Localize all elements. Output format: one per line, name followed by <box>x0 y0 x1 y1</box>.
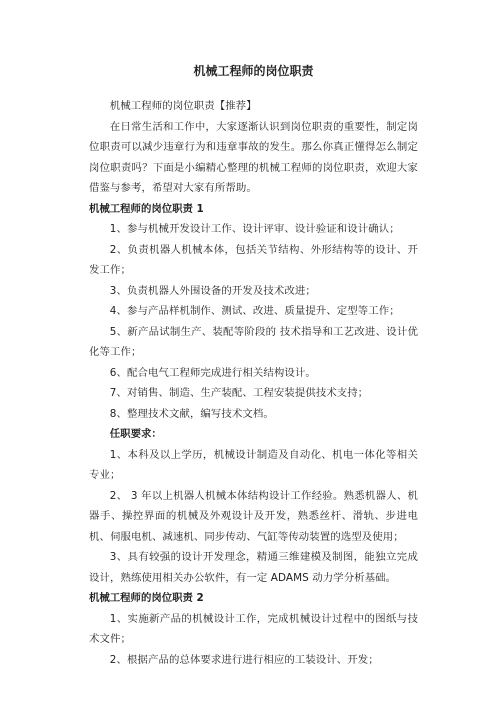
requirement-item: 3、具有较强的设计开发理念，精通三维建模及制图，能独立完成设计，熟练使用相关办公软件，有一定 ADAMS 动力学分析基础。 <box>89 551 418 584</box>
intro-subtitle: 机械工程师的岗位职责【推荐】 <box>109 100 257 112</box>
duty-item: 1、参与机械开发设计工作、设计评审、设计验证和设计确认； <box>109 223 400 235</box>
duty-item: 2、根据产品的总体要求进行进行相应的工装设计、开发； <box>109 653 379 666</box>
duty-item: 4、参与产品样机制作、测试、改进、质量提升、定型等工作； <box>109 305 400 317</box>
duty-item: 2、负责机器人机械本体，包括关节结构、外形结构等的设计、开发工作； <box>89 243 418 276</box>
duty-item: 6、配合电气工程师完成进行相关结构设计。 <box>109 366 316 379</box>
document-title: 机械工程师的岗位职责 <box>193 64 314 78</box>
duty-item: 3、负责机器人外围设备的开发及技术改进； <box>109 284 316 297</box>
section-heading-1: 机械工程师的岗位职责 1 <box>89 202 204 215</box>
duty-item: 5、新产品试制生产、装配等阶段的 技术指导和工艺改进、设计优化等工作； <box>89 325 418 358</box>
duty-item: 7、对销售、制造、生产装配、工程安装提供技术支持； <box>109 387 369 399</box>
intro-paragraph: 在日常生活和工作中，大家逐渐认识到岗位职责的重要性，制定岗位职责可以减少违章行为和违章事故的发生。那么你真正懂得怎么制定岗位职责吗？下面是小编精心整理的机械工程师的岗位职责，欢迎大家借鉴与参考，希望对大家有所帮助。 <box>89 120 418 194</box>
requirement-item: 2、 3 年以上机器人机械本体结构设计工作经验。熟悉机器人、机器手、操控界面的机械及外观设计及开发，熟悉丝杆、滑轨、步进电机、伺服电机、减速机、同步传动、气缸等传动装置的选型及使用； <box>89 489 418 543</box>
requirement-item: 1、本科及以上学历，机械设计制造及自动化、机电一体化等相关专业； <box>89 448 418 481</box>
section-heading-2: 机械工程师的岗位职责 2 <box>89 592 204 604</box>
duty-item: 8、整理技术文献，编写技术文档。 <box>109 407 274 420</box>
duty-item: 1、实施新产品的机械设计工作，完成机械设计过程中的图纸与技术文件； <box>89 612 418 645</box>
requirements-heading: 任职要求： <box>109 428 162 440</box>
